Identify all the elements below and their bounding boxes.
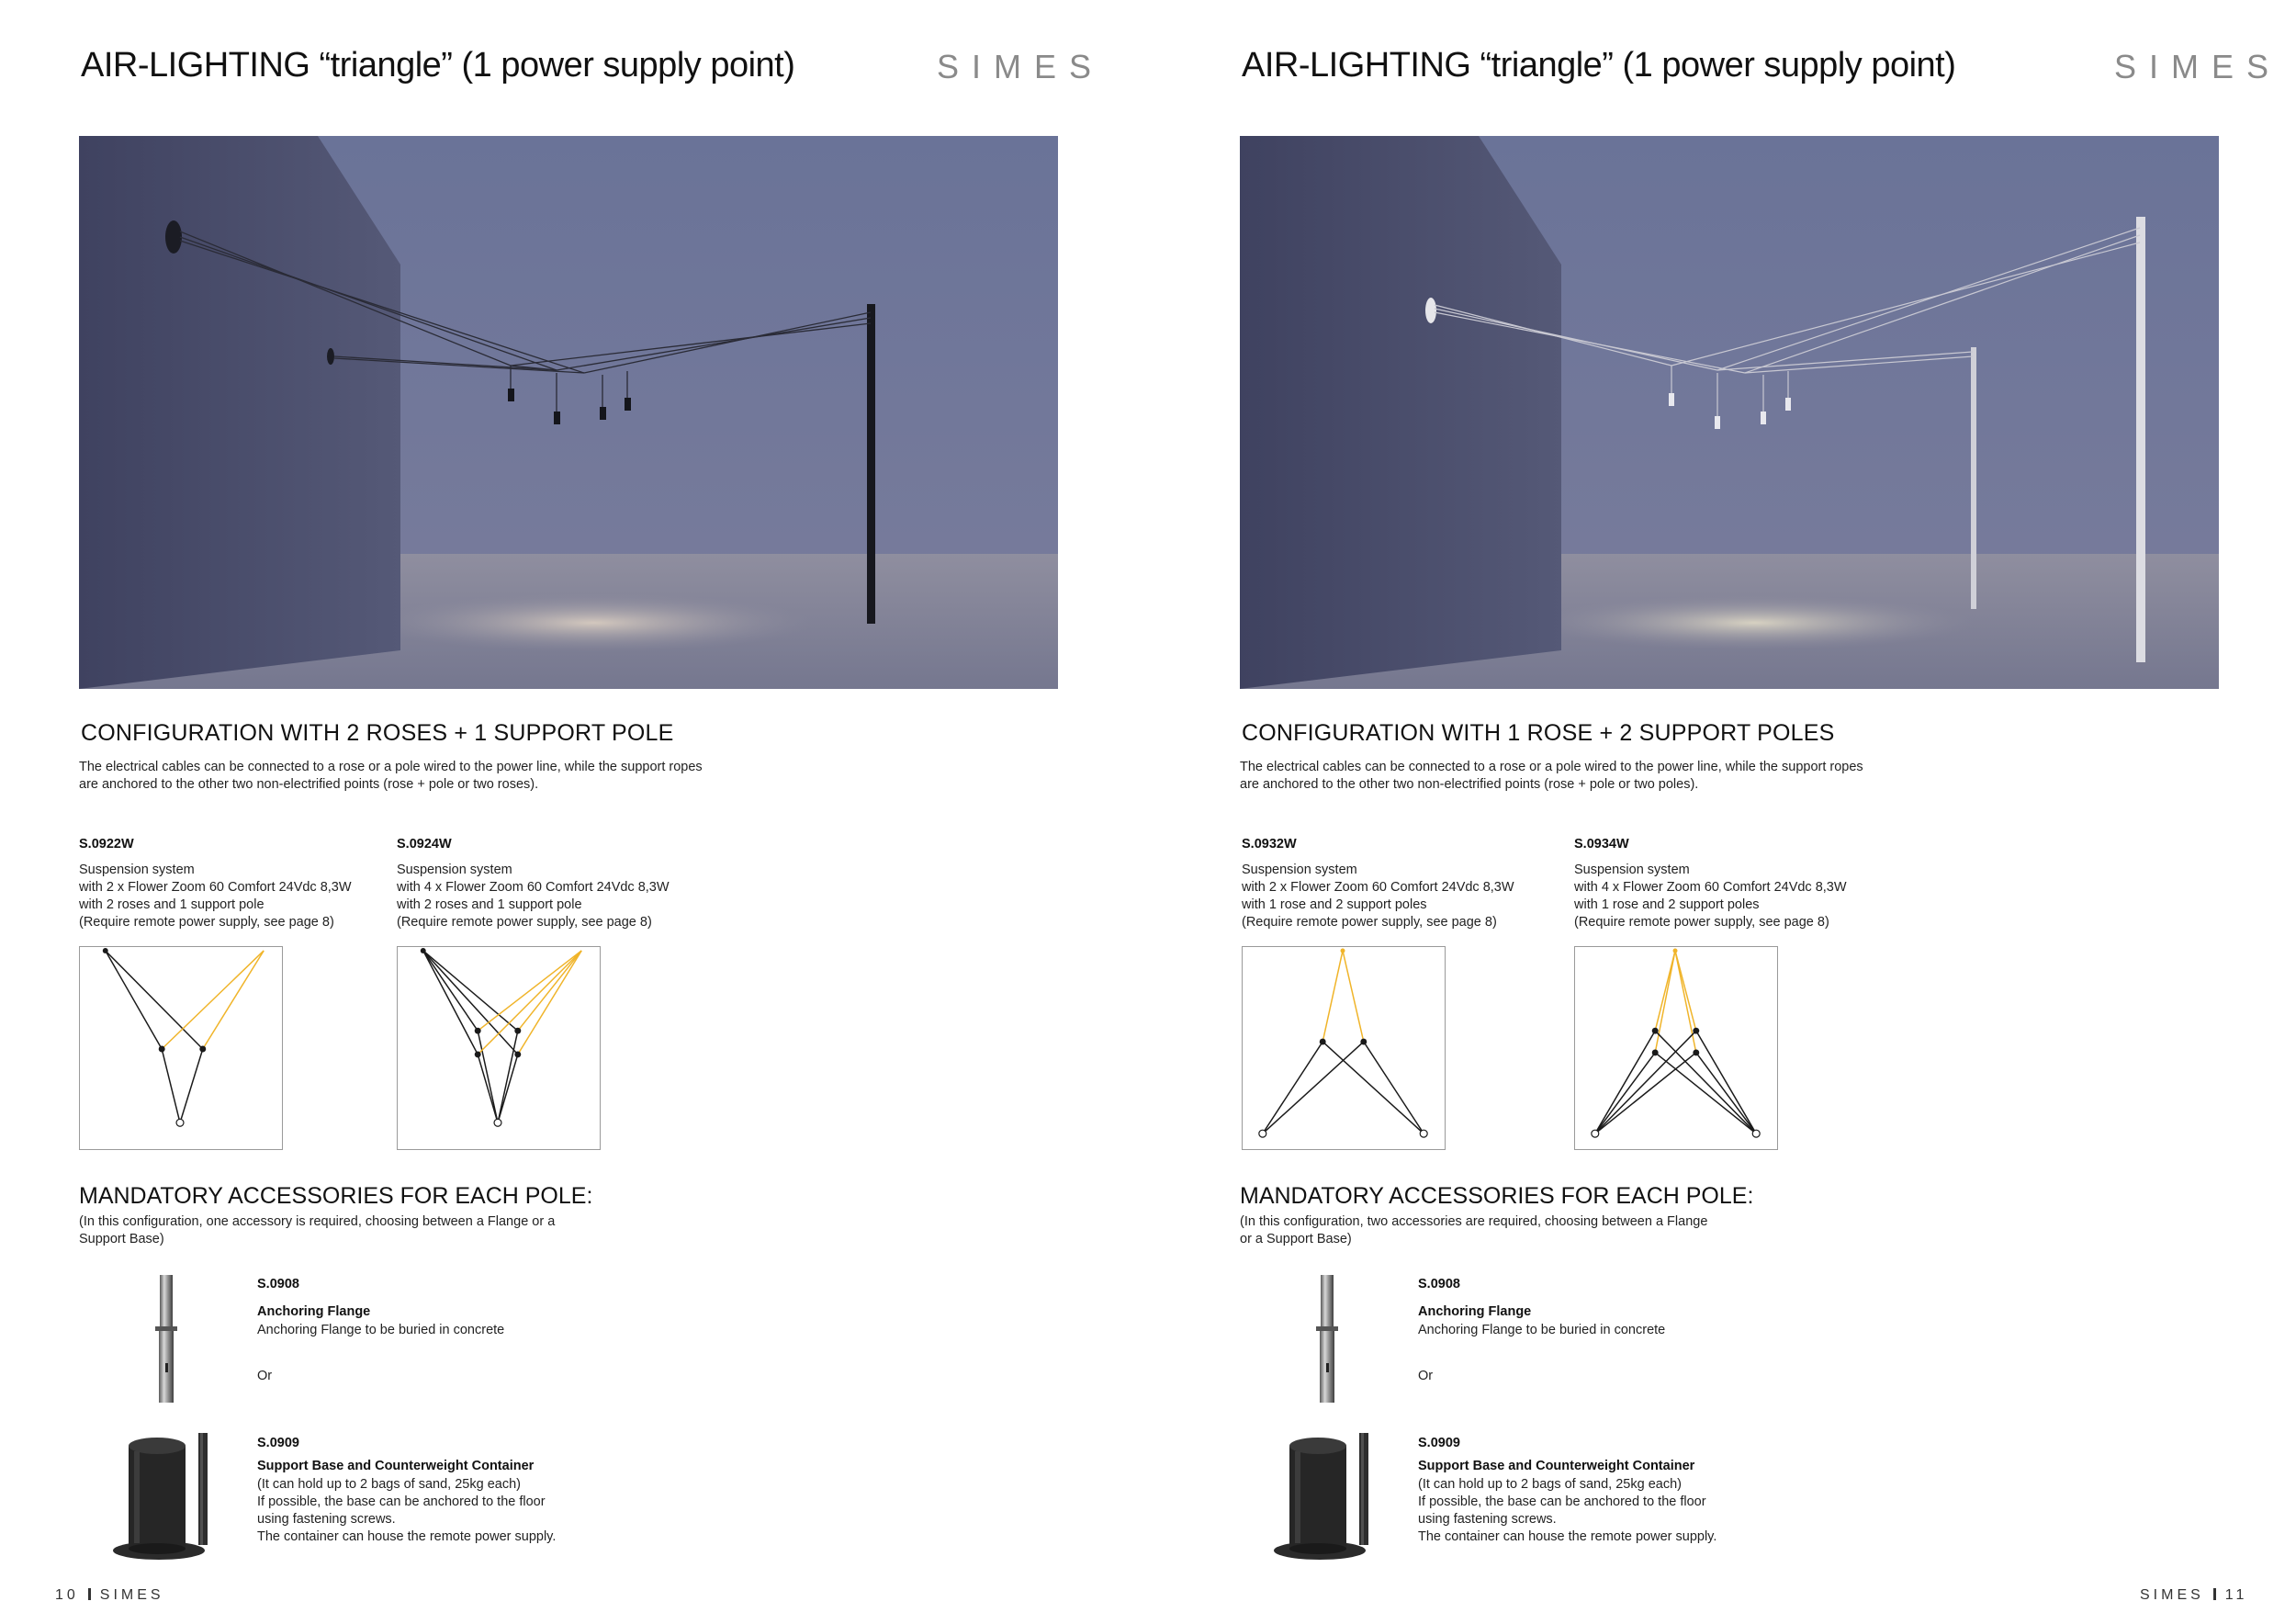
desc-line: (Require remote power supply, see page 8) [1242,915,1497,930]
render-photo [1240,136,2219,689]
accessory-title: Support Base and Counterweight Container [257,1459,535,1473]
anchoring-flange-image [152,1275,180,1404]
accessory-title: Support Base and Counterweight Container [1418,1459,1695,1473]
desc-line: Suspension system [1574,863,1690,877]
desc-line: with 1 rose and 2 support poles [1242,897,1427,912]
accessory-code: S.0908 [257,1277,299,1291]
accessories-note [1240,1213,1791,1248]
desc-line: Suspension system [1242,863,1357,877]
page-title: AIR-LIGHTING “triangle” (1 power supply point) [1242,46,1956,85]
wiring-diagram [397,946,601,1150]
accessories-heading: MANDATORY ACCESSORIES FOR EACH POLE: [79,1183,593,1209]
page-title: AIR-LIGHTING “triangle” (1 power supply point) [81,46,795,85]
config-description [1240,759,1938,794]
or-label: Or [257,1369,273,1383]
config-heading: CONFIGURATION WITH 1 ROSE + 2 SUPPORT POLES [1242,720,1835,746]
anchoring-flange-image [1313,1275,1341,1404]
support-base-image [1269,1433,1379,1562]
desc-line: (It can hold up to 2 bags of sand, 25kg each) [257,1477,521,1492]
accessory-description [1418,1476,1804,1546]
accessory-code: S.0909 [257,1436,299,1450]
product-description [79,862,391,931]
accessory-description [257,1476,643,1546]
config-line: are anchored to the other two non-electrified points (rose + pole or two roses). [79,777,539,792]
desc-line: The container can house the remote power supply. [1418,1529,1717,1544]
config-line: The electrical cables can be connected to a rose or a pole wired to the power line, while the support ropes [1240,760,1863,774]
config-heading: CONFIGURATION WITH 2 ROSES + 1 SUPPORT POLE [81,720,674,746]
right-page [1148,0,2296,1624]
desc-line: with 2 roses and 1 support pole [79,897,264,912]
brand-logo: SIMES [937,48,1105,85]
product-description [397,862,709,931]
brand-logo: SIMES [2114,48,2282,85]
render-photo [79,136,1058,689]
accessory-description: Anchoring Flange to be buried in concrete [257,1323,505,1337]
product-description [1242,862,1554,931]
desc-line: using fastening screws. [257,1512,396,1527]
footer-divider [88,1588,91,1600]
product-code: S.0932W [1242,837,1297,851]
accessory-code: S.0908 [1418,1277,1460,1291]
desc-line: (Require remote power supply, see page 8) [1574,915,1829,930]
desc-line: with 2 x Flower Zoom 60 Comfort 24Vdc 8,3W [79,880,352,895]
accessory-title: Anchoring Flange [257,1304,371,1319]
config-line: are anchored to the other two non-electrified points (rose + pole or two poles). [1240,777,1699,792]
accessories-heading: MANDATORY ACCESSORIES FOR EACH POLE: [1240,1183,1754,1209]
desc-line: If possible, the base can be anchored to the floor [257,1494,546,1509]
wiring-diagram [79,946,283,1150]
page-footer [55,1587,164,1604]
page-number: 10 [55,1587,79,1603]
note-line: Support Base) [79,1232,164,1246]
footer-brand: SIMES [99,1587,164,1603]
footer-divider [2213,1588,2216,1600]
desc-line: If possible, the base can be anchored to the floor [1418,1494,1706,1509]
accessory-title: Anchoring Flange [1418,1304,1532,1319]
desc-line: with 1 rose and 2 support poles [1574,897,1760,912]
desc-line: Suspension system [79,863,195,877]
wiring-diagram [1574,946,1778,1150]
note-line: (In this configuration, two accessories are required, choosing between a Flange [1240,1214,1708,1229]
accessory-description: Anchoring Flange to be buried in concrete [1418,1323,1666,1337]
desc-line: with 4 x Flower Zoom 60 Comfort 24Vdc 8,3W [1574,880,1847,895]
desc-line: (Require remote power supply, see page 8) [397,915,652,930]
desc-line: with 4 x Flower Zoom 60 Comfort 24Vdc 8,3W [397,880,670,895]
desc-line: Suspension system [397,863,512,877]
note-line: or a Support Base) [1240,1232,1352,1246]
footer-brand: SIMES [2140,1587,2204,1603]
config-description [79,759,777,794]
desc-line: with 2 x Flower Zoom 60 Comfort 24Vdc 8,3W [1242,880,1514,895]
support-base-image [108,1433,219,1562]
product-description [1574,862,1886,931]
config-line: The electrical cables can be connected to a rose or a pole wired to the power line, while the support ropes [79,760,703,774]
desc-line: using fastening screws. [1418,1512,1557,1527]
accessory-code: S.0909 [1418,1436,1460,1450]
desc-line: with 2 roses and 1 support pole [397,897,582,912]
desc-line: (Require remote power supply, see page 8) [79,915,334,930]
product-code: S.0924W [397,837,452,851]
page-number: 11 [2224,1587,2248,1603]
accessories-note [79,1213,630,1248]
or-label: Or [1418,1369,1434,1383]
desc-line: (It can hold up to 2 bags of sand, 25kg each) [1418,1477,1682,1492]
wiring-diagram [1242,946,1446,1150]
note-line: (In this configuration, one accessory is required, choosing between a Flange or a [79,1214,556,1229]
product-code: S.0934W [1574,837,1629,851]
product-code: S.0922W [79,837,134,851]
page-footer [2140,1587,2247,1604]
desc-line: The container can house the remote power supply. [257,1529,557,1544]
